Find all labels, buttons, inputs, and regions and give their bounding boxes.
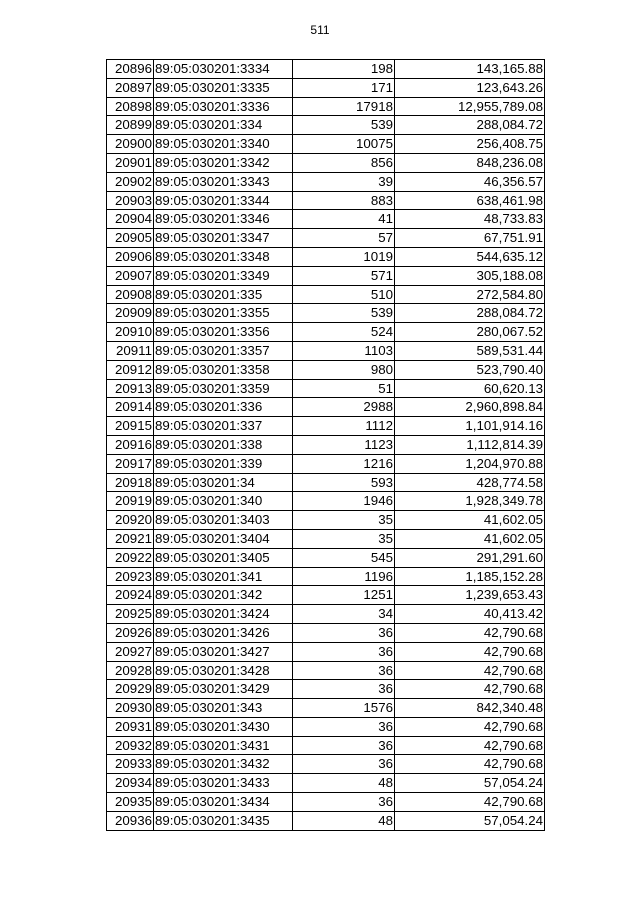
row-id-cell: 20910 [107, 323, 154, 342]
area-cell: 856 [293, 153, 395, 172]
cadastral-number-cell: 89:05:030201:343 [154, 699, 293, 718]
cadastral-number-cell: 89:05:030201:3403 [154, 511, 293, 530]
row-id-cell: 20918 [107, 473, 154, 492]
row-id-cell: 20933 [107, 755, 154, 774]
area-cell: 539 [293, 116, 395, 135]
table-row [107, 586, 545, 605]
table-row [107, 210, 545, 229]
row-id-cell: 20920 [107, 511, 154, 530]
cadastral-number-cell: 89:05:030201:341 [154, 567, 293, 586]
area-cell: 2988 [293, 398, 395, 417]
row-id-cell: 20922 [107, 548, 154, 567]
row-id-cell: 20926 [107, 623, 154, 642]
registry-table-body [107, 60, 545, 831]
cadastral-number-cell: 89:05:030201:3335 [154, 78, 293, 97]
area-cell: 36 [293, 755, 395, 774]
cadastral-number-cell: 89:05:030201:3356 [154, 323, 293, 342]
cadastral-number-cell: 89:05:030201:335 [154, 285, 293, 304]
cadastral-value-cell: 1,204,970.88 [395, 454, 545, 473]
table-row [107, 605, 545, 624]
row-id-cell: 20902 [107, 172, 154, 191]
cadastral-value-cell: 40,413.42 [395, 605, 545, 624]
row-id-cell: 20931 [107, 717, 154, 736]
area-cell: 36 [293, 793, 395, 812]
table-row [107, 97, 545, 116]
cadastral-value-cell: 42,790.68 [395, 623, 545, 642]
row-id-cell: 20896 [107, 60, 154, 79]
table-row [107, 323, 545, 342]
table-row [107, 642, 545, 661]
cadastral-number-cell: 89:05:030201:3434 [154, 793, 293, 812]
area-cell: 1946 [293, 492, 395, 511]
cadastral-value-cell: 544,635.12 [395, 247, 545, 266]
cadastral-number-cell: 89:05:030201:3348 [154, 247, 293, 266]
cadastral-number-cell: 89:05:030201:3424 [154, 605, 293, 624]
cadastral-value-cell: 42,790.68 [395, 680, 545, 699]
cadastral-number-cell: 89:05:030201:3357 [154, 341, 293, 360]
row-id-cell: 20935 [107, 793, 154, 812]
row-id-cell: 20908 [107, 285, 154, 304]
area-cell: 539 [293, 304, 395, 323]
table-row [107, 379, 545, 398]
cadastral-value-cell: 848,236.08 [395, 153, 545, 172]
table-row [107, 623, 545, 642]
row-id-cell: 20907 [107, 266, 154, 285]
area-cell: 35 [293, 529, 395, 548]
cadastral-value-cell: 272,584.80 [395, 285, 545, 304]
table-row [107, 529, 545, 548]
cadastral-number-cell: 89:05:030201:3430 [154, 717, 293, 736]
cadastral-number-cell: 89:05:030201:340 [154, 492, 293, 511]
cadastral-number-cell: 89:05:030201:3346 [154, 210, 293, 229]
table-row [107, 736, 545, 755]
cadastral-number-cell: 89:05:030201:34 [154, 473, 293, 492]
area-cell: 17918 [293, 97, 395, 116]
area-cell: 36 [293, 642, 395, 661]
cadastral-value-cell: 1,239,653.43 [395, 586, 545, 605]
table-row [107, 360, 545, 379]
area-cell: 1123 [293, 435, 395, 454]
cadastral-number-cell: 89:05:030201:338 [154, 435, 293, 454]
cadastral-number-cell: 89:05:030201:3432 [154, 755, 293, 774]
cadastral-value-cell: 46,356.57 [395, 172, 545, 191]
area-cell: 571 [293, 266, 395, 285]
cadastral-value-cell: 305,188.08 [395, 266, 545, 285]
row-id-cell: 20936 [107, 811, 154, 830]
cadastral-number-cell: 89:05:030201:3428 [154, 661, 293, 680]
cadastral-value-cell: 589,531.44 [395, 341, 545, 360]
cadastral-number-cell: 89:05:030201:3347 [154, 229, 293, 248]
table-row [107, 774, 545, 793]
cadastral-value-cell: 280,067.52 [395, 323, 545, 342]
cadastral-value-cell: 42,790.68 [395, 736, 545, 755]
table-row [107, 435, 545, 454]
area-cell: 48 [293, 774, 395, 793]
row-id-cell: 20904 [107, 210, 154, 229]
cadastral-value-cell: 57,054.24 [395, 774, 545, 793]
cadastral-number-cell: 89:05:030201:342 [154, 586, 293, 605]
table-row [107, 153, 545, 172]
table-row [107, 661, 545, 680]
cadastral-number-cell: 89:05:030201:3426 [154, 623, 293, 642]
table-row [107, 473, 545, 492]
area-cell: 39 [293, 172, 395, 191]
table-row [107, 116, 545, 135]
cadastral-value-cell: 428,774.58 [395, 473, 545, 492]
cadastral-value-cell: 2,960,898.84 [395, 398, 545, 417]
cadastral-value-cell: 42,790.68 [395, 642, 545, 661]
row-id-cell: 20897 [107, 78, 154, 97]
cadastral-value-cell: 48,733.83 [395, 210, 545, 229]
table-row [107, 398, 545, 417]
area-cell: 34 [293, 605, 395, 624]
cadastral-value-cell: 42,790.68 [395, 717, 545, 736]
cadastral-number-cell: 89:05:030201:3336 [154, 97, 293, 116]
cadastral-value-cell: 523,790.40 [395, 360, 545, 379]
cadastral-number-cell: 89:05:030201:3433 [154, 774, 293, 793]
row-id-cell: 20919 [107, 492, 154, 511]
cadastral-value-cell: 1,101,914.16 [395, 417, 545, 436]
area-cell: 1251 [293, 586, 395, 605]
cadastral-value-cell: 42,790.68 [395, 661, 545, 680]
area-cell: 36 [293, 680, 395, 699]
table-row [107, 717, 545, 736]
cadastral-number-cell: 89:05:030201:339 [154, 454, 293, 473]
row-id-cell: 20927 [107, 642, 154, 661]
cadastral-value-cell: 291,291.60 [395, 548, 545, 567]
area-cell: 545 [293, 548, 395, 567]
table-row [107, 680, 545, 699]
cadastral-number-cell: 89:05:030201:3404 [154, 529, 293, 548]
cadastral-value-cell: 41,602.05 [395, 529, 545, 548]
cadastral-number-cell: 89:05:030201:3358 [154, 360, 293, 379]
table-row [107, 811, 545, 830]
area-cell: 10075 [293, 135, 395, 154]
row-id-cell: 20924 [107, 586, 154, 605]
table-row [107, 567, 545, 586]
row-id-cell: 20930 [107, 699, 154, 718]
cadastral-number-cell: 89:05:030201:337 [154, 417, 293, 436]
area-cell: 57 [293, 229, 395, 248]
area-cell: 36 [293, 623, 395, 642]
area-cell: 883 [293, 191, 395, 210]
cadastral-value-cell: 123,643.26 [395, 78, 545, 97]
cadastral-value-cell: 41,602.05 [395, 511, 545, 530]
cadastral-number-cell: 89:05:030201:3435 [154, 811, 293, 830]
area-cell: 524 [293, 323, 395, 342]
cadastral-value-cell: 1,112,814.39 [395, 435, 545, 454]
registry-table [106, 59, 545, 831]
cadastral-value-cell: 143,165.88 [395, 60, 545, 79]
cadastral-number-cell: 89:05:030201:3334 [154, 60, 293, 79]
table-row [107, 266, 545, 285]
table-row [107, 511, 545, 530]
table-row [107, 78, 545, 97]
cadastral-number-cell: 89:05:030201:3344 [154, 191, 293, 210]
cadastral-value-cell: 60,620.13 [395, 379, 545, 398]
area-cell: 35 [293, 511, 395, 530]
table-row [107, 548, 545, 567]
table-row [107, 191, 545, 210]
table-row [107, 793, 545, 812]
row-id-cell: 20929 [107, 680, 154, 699]
area-cell: 1576 [293, 699, 395, 718]
row-id-cell: 20932 [107, 736, 154, 755]
row-id-cell: 20925 [107, 605, 154, 624]
cadastral-value-cell: 67,751.91 [395, 229, 545, 248]
cadastral-value-cell: 288,084.72 [395, 304, 545, 323]
table-row [107, 699, 545, 718]
area-cell: 1216 [293, 454, 395, 473]
row-id-cell: 20903 [107, 191, 154, 210]
cadastral-number-cell: 89:05:030201:3343 [154, 172, 293, 191]
cadastral-value-cell: 288,084.72 [395, 116, 545, 135]
table-row [107, 247, 545, 266]
row-id-cell: 20928 [107, 661, 154, 680]
area-cell: 980 [293, 360, 395, 379]
area-cell: 1019 [293, 247, 395, 266]
area-cell: 41 [293, 210, 395, 229]
area-cell: 1103 [293, 341, 395, 360]
table-row [107, 172, 545, 191]
table-row [107, 341, 545, 360]
area-cell: 48 [293, 811, 395, 830]
cadastral-number-cell: 89:05:030201:334 [154, 116, 293, 135]
area-cell: 198 [293, 60, 395, 79]
row-id-cell: 20912 [107, 360, 154, 379]
area-cell: 51 [293, 379, 395, 398]
cadastral-number-cell: 89:05:030201:3405 [154, 548, 293, 567]
row-id-cell: 20913 [107, 379, 154, 398]
table-row [107, 304, 545, 323]
table-row [107, 229, 545, 248]
cadastral-number-cell: 89:05:030201:3342 [154, 153, 293, 172]
area-cell: 36 [293, 661, 395, 680]
row-id-cell: 20923 [107, 567, 154, 586]
cadastral-number-cell: 89:05:030201:3349 [154, 266, 293, 285]
cadastral-value-cell: 1,928,349.78 [395, 492, 545, 511]
cadastral-number-cell: 89:05:030201:3340 [154, 135, 293, 154]
area-cell: 593 [293, 473, 395, 492]
page-number: 511 [310, 23, 330, 37]
cadastral-value-cell: 57,054.24 [395, 811, 545, 830]
row-id-cell: 20898 [107, 97, 154, 116]
row-id-cell: 20901 [107, 153, 154, 172]
cadastral-value-cell: 256,408.75 [395, 135, 545, 154]
row-id-cell: 20914 [107, 398, 154, 417]
cadastral-number-cell: 89:05:030201:336 [154, 398, 293, 417]
row-id-cell: 20911 [107, 341, 154, 360]
area-cell: 510 [293, 285, 395, 304]
table-row [107, 492, 545, 511]
cadastral-value-cell: 42,790.68 [395, 755, 545, 774]
cadastral-number-cell: 89:05:030201:3427 [154, 642, 293, 661]
row-id-cell: 20934 [107, 774, 154, 793]
cadastral-value-cell: 42,790.68 [395, 793, 545, 812]
row-id-cell: 20906 [107, 247, 154, 266]
cadastral-value-cell: 1,185,152.28 [395, 567, 545, 586]
table-row [107, 285, 545, 304]
row-id-cell: 20916 [107, 435, 154, 454]
cadastral-value-cell: 12,955,789.08 [395, 97, 545, 116]
area-cell: 36 [293, 736, 395, 755]
area-cell: 1196 [293, 567, 395, 586]
row-id-cell: 20905 [107, 229, 154, 248]
cadastral-number-cell: 89:05:030201:3429 [154, 680, 293, 699]
row-id-cell: 20921 [107, 529, 154, 548]
row-id-cell: 20917 [107, 454, 154, 473]
table-row [107, 60, 545, 79]
row-id-cell: 20909 [107, 304, 154, 323]
table-row [107, 417, 545, 436]
cadastral-number-cell: 89:05:030201:3359 [154, 379, 293, 398]
row-id-cell: 20900 [107, 135, 154, 154]
area-cell: 36 [293, 717, 395, 736]
area-cell: 171 [293, 78, 395, 97]
cadastral-value-cell: 638,461.98 [395, 191, 545, 210]
table-row [107, 755, 545, 774]
row-id-cell: 20915 [107, 417, 154, 436]
cadastral-number-cell: 89:05:030201:3431 [154, 736, 293, 755]
cadastral-value-cell: 842,340.48 [395, 699, 545, 718]
cadastral-number-cell: 89:05:030201:3355 [154, 304, 293, 323]
area-cell: 1112 [293, 417, 395, 436]
table-row [107, 135, 545, 154]
row-id-cell: 20899 [107, 116, 154, 135]
table-row [107, 454, 545, 473]
